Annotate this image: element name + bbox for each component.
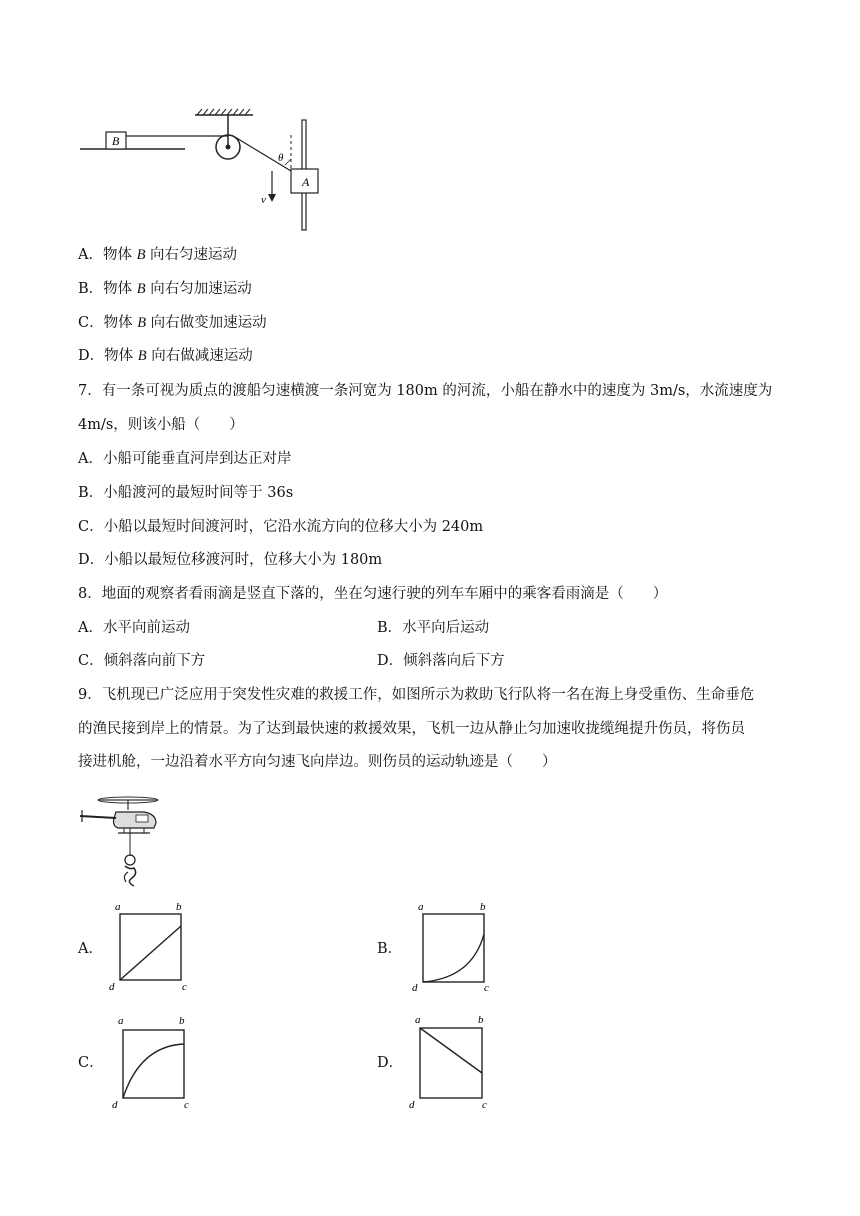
svg-text:d: d: [112, 1099, 118, 1110]
q8-option-b: B．水平向后运动: [377, 620, 490, 636]
svg-text:a: a: [415, 1014, 421, 1026]
q8-stem: 8．地面的观察者看雨滴是竖直下落的，坐在匀速行驶的列车车厢中的乘客看雨滴是（ ）: [78, 586, 668, 602]
q7-option-b: B．小船渡河的最短时间等于 36s: [78, 485, 294, 501]
svg-text:B: B: [112, 134, 120, 148]
q9-option-a-graph: [108, 898, 193, 993]
pulley-diagram: [75, 105, 335, 235]
q7-stem-line1: 7．有一条可视为质点的渡船匀速横渡一条河宽为 180m 的河流，小船在静水中的速度为 3m/s，水流速度为: [78, 383, 773, 399]
q7-option-d: D．小船以最短位移渡河时，位移大小为 180m: [78, 552, 383, 568]
q9-option-b-graph: [410, 898, 495, 993]
svg-text:θ: θ: [278, 152, 284, 164]
svg-text:b: b: [480, 901, 486, 913]
svg-text:c: c: [184, 1099, 189, 1110]
q6-option-b: B．物体 B 向右匀加速运动: [78, 281, 252, 297]
svg-text:a: a: [418, 901, 424, 913]
svg-text:d: d: [412, 982, 418, 993]
svg-text:b: b: [478, 1014, 484, 1026]
q6-option-a: A．物体 B 向右匀速运动: [78, 247, 238, 263]
svg-text:b: b: [176, 901, 182, 913]
q9-option-c-label: C．: [78, 1055, 104, 1071]
q9-option-d-label: D．: [377, 1055, 404, 1071]
q9-option-c-graph: [110, 1012, 195, 1110]
q8-option-a: A．水平向前运动: [78, 620, 190, 636]
q9-option-d-graph: [407, 1010, 492, 1110]
svg-text:c: c: [484, 982, 489, 993]
svg-text:a: a: [115, 901, 121, 913]
svg-text:d: d: [409, 1099, 415, 1110]
q8-option-c: C．倾斜落向前下方: [78, 653, 206, 669]
q8-option-d: D．倾斜落向后下方: [377, 653, 505, 669]
q6-option-d: D．物体 B 向右做减速运动: [78, 348, 253, 364]
helicopter-illustration: [78, 790, 168, 890]
svg-text:d: d: [109, 981, 115, 993]
svg-text:A: A: [302, 175, 310, 189]
q6-option-c: C．物体 B 向右做变加速运动: [78, 315, 267, 331]
svg-text:c: c: [182, 981, 187, 993]
q9-option-a-label: A．: [78, 941, 103, 957]
svg-text:a: a: [118, 1015, 124, 1027]
q9-stem-line1: 9．飞机现已广泛应用于突发性灾难的救援工作，如图所示为救助飞行队将一名在海上身受重伤、生命垂危: [78, 687, 755, 703]
svg-text:v: v: [261, 194, 266, 206]
q9-stem-line3: 接进机舱，一边沿着水平方向匀速飞向岸边。则伤员的运动轨迹是（ ）: [78, 754, 557, 770]
svg-text:c: c: [482, 1099, 487, 1110]
q9-stem-line2: 的渔民接到岸上的情景。为了达到最快速的救援效果，飞机一边从静止匀加速收拢缆绳提升伤员，将伤员: [78, 721, 745, 737]
q7-option-c: C．小船以最短时间渡河时，它沿水流方向的位移大小为 240m: [78, 519, 484, 535]
q7-option-a: A．小船可能垂直河岸到达正对岸: [78, 451, 292, 467]
q9-option-b-label: B．: [377, 941, 403, 957]
q7-stem-line2: 4m/s，则该小船（ ）: [78, 417, 244, 433]
svg-text:b: b: [179, 1015, 185, 1027]
